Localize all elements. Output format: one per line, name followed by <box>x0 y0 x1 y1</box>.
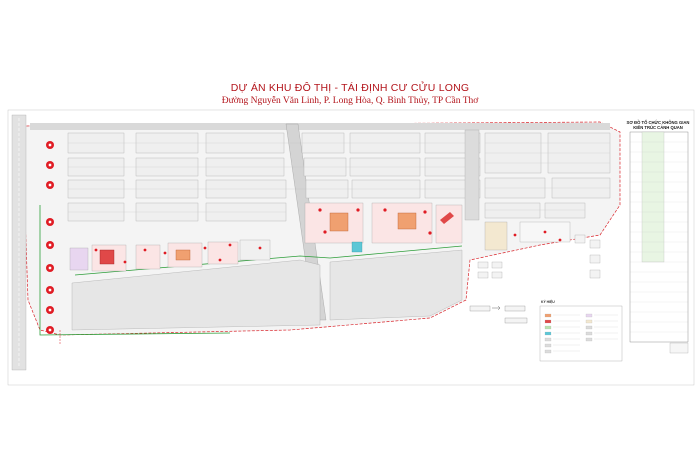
legend-title-line2: KIẾN TRÚC CẢNH QUAN <box>633 125 683 130</box>
plan-title: DỰ ÁN KHU ĐÔ THỊ - TÁI ĐỊNH CƯ CỬU LONG <box>230 82 470 94</box>
legend-panel-title <box>623 120 693 130</box>
legend-title-line1: SƠ ĐỒ TỔ CHỨC KHÔNG GIAN <box>626 120 690 125</box>
road-north <box>30 123 610 130</box>
symbol-key-heading: KÝ HIỆU <box>541 300 555 304</box>
symbol-key-box <box>540 306 622 361</box>
southern-parcel-east <box>330 250 462 320</box>
direction-markers <box>470 306 527 323</box>
legend-panel <box>630 132 688 353</box>
plan-subtitle: Đường Nguyễn Văn Linh, P. Long Hòa, Q. Bình Thủy, TP Cần Thơ <box>221 96 479 106</box>
